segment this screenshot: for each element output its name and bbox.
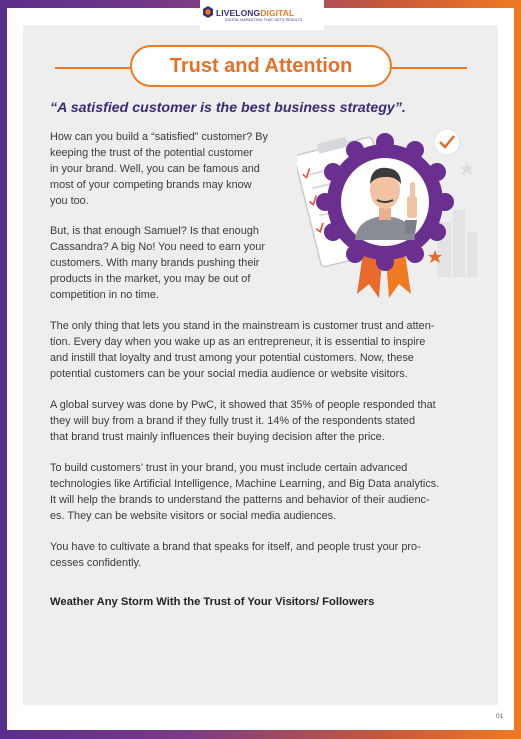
paragraph-4 — [50, 397, 436, 445]
paragraph-1 — [50, 129, 268, 209]
paragraph-line: they will buy from a brand if they fully trust it. 14% of the respondents stated — [50, 415, 416, 427]
page-number: 01 — [496, 713, 504, 720]
paragraph-line: keeping the trust of the potential customer — [50, 147, 253, 159]
paragraph-line: But, is that enough Samuel? Is that enough — [50, 225, 259, 237]
paragraph-line: It will help the brands to understand the patterns and behavior of their audienc- — [50, 494, 430, 506]
paragraph-line: A global survey was done by PwC, it showed that 35% of people responded that — [50, 399, 436, 411]
logo-mark-icon — [203, 6, 213, 18]
paragraph-line: in your brand. Well, you can be famous and — [50, 163, 260, 175]
page-title: Trust and Attention — [169, 54, 353, 77]
paragraph-3 — [50, 318, 434, 382]
trust-badge-illustration — [297, 122, 482, 307]
paragraph-line: You have to cultivate a brand that speaks for itself, and people trust your pro- — [50, 541, 421, 553]
brand-tagline: DIGITAL MARKETING THAT GETS RESULTS — [225, 18, 303, 22]
paragraph-line: that brand trust mainly influences their buying decision after the price. — [50, 431, 385, 443]
title-rule-left — [55, 67, 133, 69]
paragraph-line: customers. With many brands pushing their — [50, 257, 260, 269]
paragraph-line: potential customers can be your social media audience or website visitors. — [50, 368, 408, 380]
paragraph-line: most of your competing brands may know — [50, 179, 252, 191]
paragraph-line: es. They can be website visitors or social media audiences. — [50, 510, 337, 522]
paragraph-line: and instill that loyalty and trust among your potential customers. Now, these — [50, 352, 414, 364]
page-title-pill — [130, 45, 392, 87]
paragraph-2 — [50, 223, 265, 303]
paragraph-6 — [50, 539, 421, 571]
paragraph-line: products in the market, you may be out of — [50, 273, 251, 285]
paragraph-line: technologies like Artificial Intelligence, Machine Learning, and Big Data analytics. — [50, 478, 440, 490]
paragraph-line: you too. — [50, 195, 89, 207]
paragraph-line: Cassandra? A big No! You need to earn your — [50, 241, 265, 253]
section-subheading: Weather Any Storm With the Trust of Your Visitors/ Followers — [50, 596, 375, 608]
star-icon — [460, 162, 474, 175]
pull-quote: “A satisfied customer is the best business strategy”. — [50, 100, 406, 116]
paragraph-5 — [50, 460, 439, 524]
buildings-background-icon — [437, 210, 477, 277]
brand-name: LIVELONGDIGITAL — [216, 8, 295, 18]
paragraph-line: The only thing that lets you stand in the mainstream is customer trust and atten- — [50, 320, 435, 332]
paragraph-line: tion. Every day when you wake up as an entrepreneur, it is essential to inspire — [50, 336, 426, 348]
paragraph-line: competition in no time. — [50, 289, 159, 301]
checkmark-badge-icon — [434, 129, 460, 155]
paragraph-line: cesses confidently. — [50, 557, 142, 569]
title-rule-right — [390, 67, 467, 69]
paragraph-line: To build customers’ trust in your brand, you must include certain advanced — [50, 462, 408, 474]
brand-logo — [200, 0, 324, 30]
paragraph-line: How can you build a “satisfied” customer? By — [50, 131, 268, 143]
